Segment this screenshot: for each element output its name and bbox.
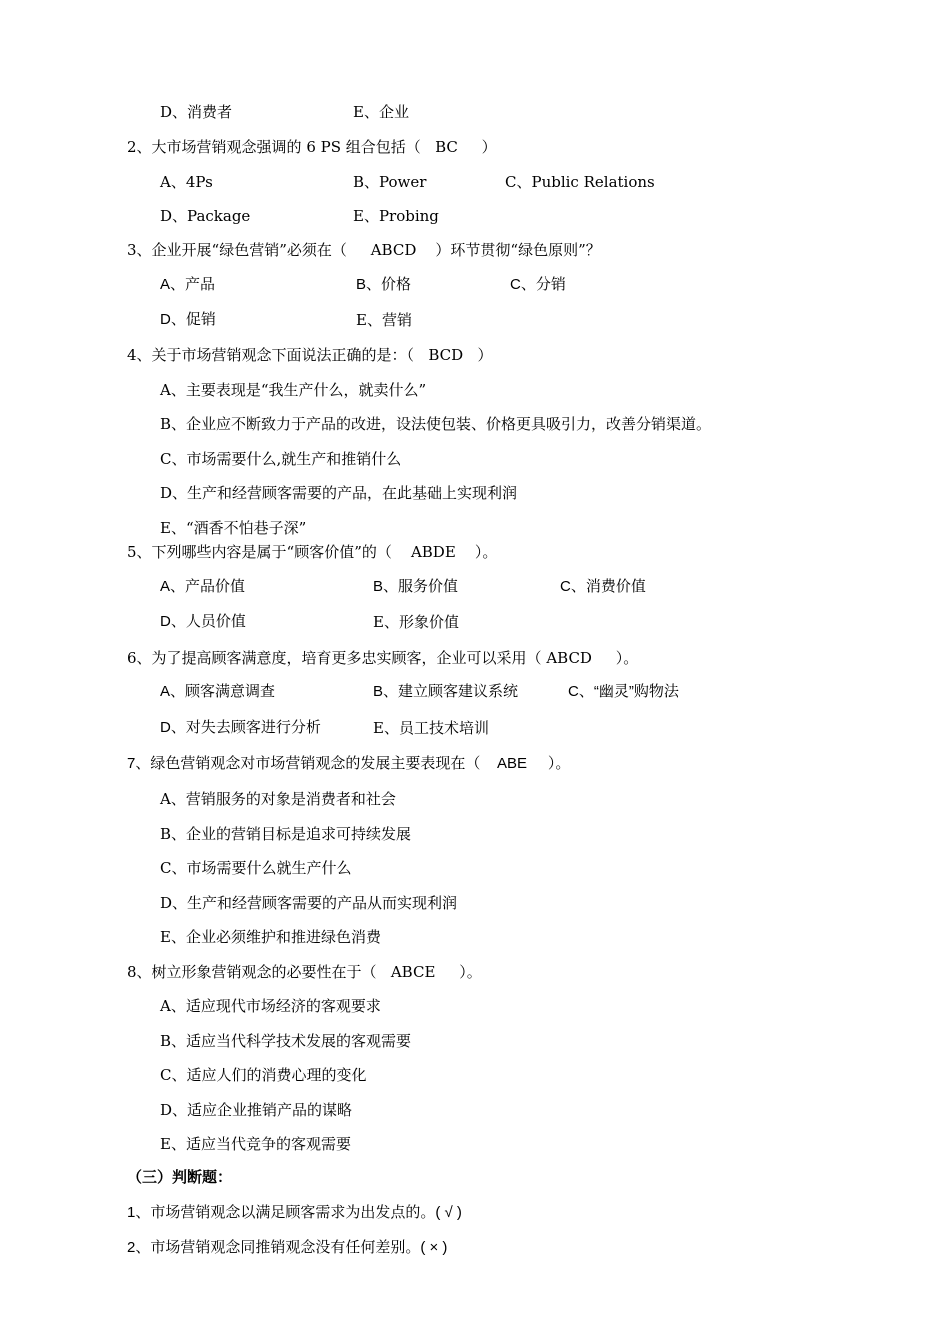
text-line-l25: D、人员价值 — [160, 613, 246, 630]
text-line-l02: E、企业 — [353, 103, 409, 121]
text-line-l26: E、形象价值 — [373, 613, 459, 631]
text-line-l30: C、“幽灵”购物法 — [568, 683, 679, 700]
text-line-l36: C、市场需要什么就生产什么 — [160, 859, 352, 877]
text-line-l17: B、企业应不断致力于产品的改进，设法使包装、价格更具吸引力，改善分销渠道。 — [160, 415, 712, 433]
text-line-l41: B、适应当代科学技术发展的客观需要 — [160, 1032, 412, 1050]
text-line-l20: E、“酒香不怕巷子深” — [160, 519, 307, 537]
text-line-l12: C、分销 — [510, 276, 566, 293]
text-line-l03: 2、大市场营销观念强调的 6 PS 组合包括（ BC ） — [127, 138, 497, 156]
text-line-l07: D、Package — [160, 207, 251, 225]
text-line-l27: 6、为了提高顾客满意度，培育更多忠实顾客，企业可以采用（ ABCD ）。 — [127, 649, 639, 667]
text-line-l39: 8、树立形象营销观念的必要性在于（ ABCE ）。 — [127, 963, 482, 981]
text-line-l06: C、Public Relations — [505, 173, 655, 191]
text-line-l40: A、适应现代市场经济的客观要求 — [160, 997, 381, 1015]
text-line-l32: E、员工技术培训 — [373, 719, 489, 737]
text-line-l28: A、顾客满意调查 — [160, 683, 276, 700]
text-line-l35: B、企业的营销目标是追求可持续发展 — [160, 825, 412, 843]
text-line-l34: A、营销服务的对象是消费者和社会 — [160, 790, 396, 808]
text-line-l13: D、促销 — [160, 311, 216, 328]
text-line-l38: E、企业必须维护和推进绿色消费 — [160, 928, 381, 946]
text-line-l44: E、适应当代竞争的客观需要 — [160, 1135, 351, 1153]
text-line-l14: E、营销 — [356, 311, 412, 329]
text-line-l19: D、生产和经营顾客需要的产品，在此基础上实现利润 — [160, 484, 518, 502]
text-line-l31: D、对失去顾客进行分析 — [160, 719, 321, 736]
text-line-l23: B、服务价值 — [373, 578, 459, 595]
text-line-l04: A、4Ps — [160, 173, 213, 191]
text-line-l01: D、消费者 — [160, 103, 233, 121]
text-line-l29: B、建立顾客建议系统 — [373, 683, 519, 700]
text-line-l47: 2、市场营销观念同推销观念没有任何差别。( × ) — [127, 1239, 448, 1256]
text-line-l21: 5、下列哪些内容是属于“顾客价值”的（ ABDE ）。 — [127, 543, 498, 561]
text-line-l18: C、市场需要什么,就生产和推销什么 — [160, 450, 402, 468]
text-line-l15: 4、关于市场营销观念下面说法正确的是：（ BCD ） — [127, 346, 493, 364]
text-line-l11: B、价格 — [356, 276, 412, 293]
text-line-l16: A、主要表现是“我生产什么，就卖什么” — [160, 381, 427, 399]
text-line-l46: 1、市场营销观念以满足顾客需求为出发点的。( √ ) — [127, 1204, 462, 1221]
text-line-l33: 7、绿色营销观念对市场营销观念的发展主要表现在（ ABE ）。 — [127, 755, 571, 772]
text-line-l45: （三）判断题： — [127, 1169, 233, 1186]
text-line-l08: E、Probing — [353, 207, 439, 225]
text-line-l42: C、适应人们的消费心理的变化 — [160, 1066, 367, 1084]
text-line-l37: D、生产和经营顾客需要的产品从而实现利润 — [160, 894, 458, 912]
text-line-l22: A、产品价值 — [160, 578, 246, 595]
text-line-l24: C、消费价值 — [560, 578, 646, 595]
text-line-l09: 3、企业开展“绿色营销”必须在（ ABCD ）环节贯彻“绿色原则”？ — [127, 241, 601, 259]
text-line-l43: D、适应企业推销产品的谋略 — [160, 1101, 353, 1119]
text-line-l10: A、产品 — [160, 276, 216, 293]
text-line-l05: B、Power — [353, 173, 427, 191]
